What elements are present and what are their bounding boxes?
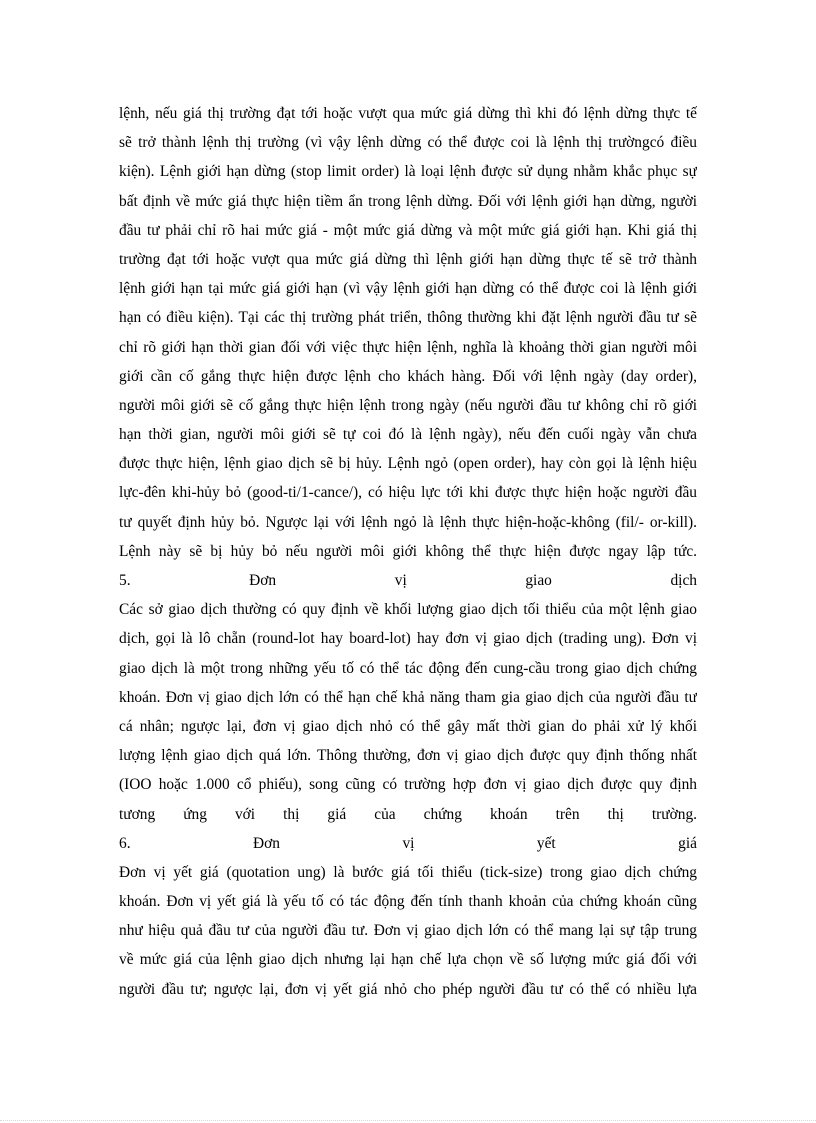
text-line: Lệnh này sẽ bị hủy bỏ nếu người môi giới không thể thực hiện được ngay lập tức. [119,542,697,560]
text-line: sẽ trở thành lệnh thị trường (vì vậy lệnh dừng có thể được coi là lệnh thị trườngcó điều [119,134,697,152]
text-line: dịch, gọi là lô chẵn (round-lot hay board-lot) hay đơn vị giao dịch (trading ung). Đơn vị [119,630,697,648]
section-heading-5: 5. Đơn vị giao dịch [119,572,697,589]
text-line: khoán. Đơn vị giao dịch lớn có thể hạn chế khả năng tham gia giao dịch của người đầu tư [119,688,697,706]
text-line: lệnh, nếu giá thị trường đạt tới hoặc vượt qua mức giá dừng thì khi đó lệnh dừng thực tế [119,105,697,122]
text-line: được thực hiện, lệnh giao dịch sẽ bị hủy. Lệnh ngỏ (open order), hay còn gọi là lệnh hiệu [119,455,697,473]
text-line: tư quyết định hủy bỏ. Ngược lại với lệnh ngỏ là lệnh thực hiện-hoặc-không (fil/- or-kill). [119,513,697,531]
text-line: lực-đên khi-hủy bỏ (good-ti/1-cance/), có hiệu lực tới khi được thực hiện hoặc người đầu [119,484,697,502]
text-line: lệnh giới hạn tại mức giá giới hạn (vì vậy lệnh giới hạn dừng có thể được coi là lệnh giới [119,280,697,298]
text-line: hạn có điều kiện). Tại các thị trường phát triển, thông thường khi đặt lệnh người đầu tư sẽ [119,309,697,327]
text-line: tương ứng với thị giá của chứng khoán trên thị trường. [119,805,697,823]
text-line: giới cần cố gắng thực hiện được lệnh cho khách hàng. Đối với lệnh ngày (day order), [119,367,697,385]
text-line: (IOO hoặc 1.000 cổ phiếu), song cũng có trường hợp đơn vị giao dịch được quy định [119,776,697,794]
text-line: chỉ rõ giới hạn thời gian đối với việc thực hiện lệnh, nghĩa là khoảng thời gian người môi [119,338,697,356]
text-line: bất định về mức giá thực hiện tiềm ẩn trong lệnh dừng. Đối với lệnh giới hạn dừng, người [119,192,697,210]
text-line: giao dịch là một trong những yếu tố có thể tác động đến cung-cầu trong giao dịch chứng [119,659,697,677]
text-line: như hiệu quả đầu tư của người đầu tư. Đơn vị giao dịch lớn có thể mang lại sự tập trung [119,922,697,940]
text-line: trường đạt tới hoặc vượt qua mức giá dừng thì lệnh giới hạn dừng thực tế sẽ trở thành [119,250,697,268]
body-text [119,99,697,1004]
text-line: người đầu tư; ngược lại, đơn vị yết giá nhỏ cho phép người đầu tư có thể có nhiều lựa [119,980,697,998]
text-line: người môi giới sẽ cố gắng thực hiện lệnh trong ngày (nếu người đầu tư không chỉ rõ giới [119,396,697,414]
section-heading-6: 6. Đơn vị yết giá [119,834,697,852]
text-line: hạn thời gian, người môi giới sẽ tự coi đó là lệnh ngày), nếu đến cuối ngày vẫn chưa [119,426,697,444]
text-line: lượng lệnh giao dịch quá lớn. Thông thường, đơn vị giao dịch được quy định thống nhất [119,747,697,765]
text-line: Đơn vị yết giá (quotation ung) là bước giá tối thiểu (tick-size) trong giao dịch chứng [119,863,697,881]
text-line: kiện). Lệnh giới hạn dừng (stop limit order) là loại lệnh được sử dụng nhằm khắc phục sự [119,163,697,181]
text-line: về mức giá của lệnh giao dịch nhưng lại hạn chế lựa chọn về số lượng mức giá đối với [119,951,697,969]
page-bottom-divider [0,1120,816,1121]
text-line: Các sở giao dịch thường có quy định về khối lượng giao dịch tối thiểu của một lệnh giao [119,601,697,619]
text-line: khoán. Đơn vị yết giá là yếu tố có tác động đến tính thanh khoản của chứng khoán cũng [119,893,697,911]
text-line: cá nhân; ngược lại, đơn vị giao dịch nhỏ có thể gây mất thời gian do phải xử lý khối [119,717,697,735]
text-line: đầu tư phải chỉ rõ hai mức giá - một mức giá dừng và một mức giá giới hạn. Khi giá thị [119,221,697,239]
